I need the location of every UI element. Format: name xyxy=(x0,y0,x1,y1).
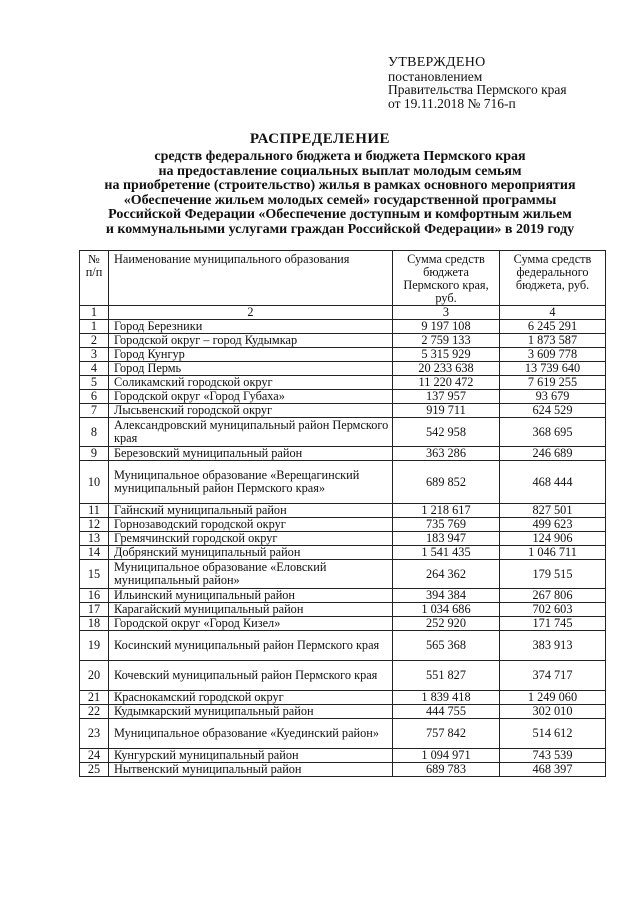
federal-budget-cell: 13 739 640 xyxy=(500,362,606,376)
table-row xyxy=(80,546,606,560)
column-header-municipality: Наименование муниципального образования xyxy=(109,251,393,306)
federal-budget-cell: 6 245 291 xyxy=(500,320,606,334)
federal-budget-cell: 499 623 xyxy=(500,518,606,532)
federal-budget-cell: 1 046 711 xyxy=(500,546,606,560)
table-row xyxy=(80,404,606,418)
federal-budget-cell: 179 515 xyxy=(500,560,606,589)
row-number-cell: 20 xyxy=(80,661,109,691)
municipality-name-cell: Городской округ – город Кудымкар xyxy=(109,334,393,348)
federal-budget-cell: 1 249 060 xyxy=(500,691,606,705)
federal-budget-cell: 374 717 xyxy=(500,661,606,691)
regional-budget-cell: 137 957 xyxy=(393,390,500,404)
row-number-cell: 5 xyxy=(80,376,109,390)
approval-heading: УТВЕРЖДЕНО xyxy=(388,55,486,70)
federal-budget-cell: 3 609 778 xyxy=(500,348,606,362)
subtitle-line: и коммунальными услугами граждан Российской Федерации» в 2019 году xyxy=(105,221,575,237)
municipality-name-cell: Муниципальное образование «Верещагинский муниципальный район Пермского края» xyxy=(109,461,393,504)
row-number-cell: 17 xyxy=(80,603,109,617)
column-header-federal-budget: Сумма средств федерального бюджета, руб. xyxy=(500,251,606,306)
regional-budget-cell: 735 769 xyxy=(393,518,500,532)
subtitle-line: средств федерального бюджета и бюджета Пермского края xyxy=(154,149,526,164)
row-number-cell: 8 xyxy=(80,418,109,447)
federal-budget-cell: 383 913 xyxy=(500,631,606,661)
municipality-name-cell: Гремячинский городской округ xyxy=(109,532,393,546)
municipality-name-cell: Соликамский городской округ xyxy=(109,376,393,390)
municipality-name-cell: Городской округ «Город Губаха» xyxy=(109,390,393,404)
column-number: 2 xyxy=(109,306,393,320)
federal-budget-cell: 468 444 xyxy=(500,461,606,504)
federal-budget-cell: 93 679 xyxy=(500,390,606,404)
municipality-name-cell: Александровский муниципальный район Пермского края xyxy=(109,418,393,447)
regional-budget-cell: 11 220 472 xyxy=(393,376,500,390)
row-number-cell: 4 xyxy=(80,362,109,376)
table-row xyxy=(80,763,606,777)
table-row xyxy=(80,631,606,661)
table-row xyxy=(80,589,606,603)
subtitle-line: «Обеспечение жильем молодых семей» государственной программы xyxy=(123,192,557,208)
row-number-cell: 3 xyxy=(80,348,109,362)
federal-budget-cell: 702 603 xyxy=(500,603,606,617)
regional-budget-cell: 252 920 xyxy=(393,617,500,631)
table-row xyxy=(80,418,606,447)
municipality-name-cell: Нытвенский муниципальный район xyxy=(109,763,393,777)
table-row xyxy=(80,376,606,390)
table-row xyxy=(80,749,606,763)
municipality-name-cell: Кудымкарский муниципальный район xyxy=(109,705,393,719)
federal-budget-cell: 514 612 xyxy=(500,719,606,749)
row-number-cell: 18 xyxy=(80,617,109,631)
federal-budget-cell: 743 539 xyxy=(500,749,606,763)
federal-budget-cell: 302 010 xyxy=(500,705,606,719)
federal-budget-cell: 124 906 xyxy=(500,532,606,546)
row-number-cell: 12 xyxy=(80,518,109,532)
regional-budget-cell: 565 368 xyxy=(393,631,500,661)
regional-budget-cell: 264 362 xyxy=(393,560,500,589)
municipality-name-cell: Муниципальное образование «Еловский муниципальный район» xyxy=(109,560,393,589)
row-number-cell: 2 xyxy=(80,334,109,348)
municipality-name-cell: Ильинский муниципальный район xyxy=(109,589,393,603)
row-number-cell: 10 xyxy=(80,461,109,504)
regional-budget-cell: 444 755 xyxy=(393,705,500,719)
municipality-name-cell: Лысьвенский городской округ xyxy=(109,404,393,418)
row-number-cell: 7 xyxy=(80,404,109,418)
row-number-cell: 19 xyxy=(80,631,109,661)
municipality-name-cell: Гайнский муниципальный район xyxy=(109,504,393,518)
regional-budget-cell: 757 842 xyxy=(393,719,500,749)
regional-budget-cell: 1 541 435 xyxy=(393,546,500,560)
municipality-name-cell: Кунгурский муниципальный район xyxy=(109,749,393,763)
row-number-cell: 24 xyxy=(80,749,109,763)
row-number-cell: 25 xyxy=(80,763,109,777)
table-row xyxy=(80,320,606,334)
federal-budget-cell: 827 501 xyxy=(500,504,606,518)
table-row xyxy=(80,705,606,719)
table-row xyxy=(80,447,606,461)
column-header-regional-budget: Сумма средств бюджета Пермского края, руб. xyxy=(393,251,500,306)
row-number-cell: 21 xyxy=(80,691,109,705)
federal-budget-cell: 624 529 xyxy=(500,404,606,418)
table-row xyxy=(80,691,606,705)
column-number: 3 xyxy=(393,306,500,320)
table-row xyxy=(80,390,606,404)
table-row xyxy=(80,334,606,348)
approval-line: Правительства Пермского края xyxy=(388,82,567,97)
municipality-name-cell: Добрянский муниципальный район xyxy=(109,546,393,560)
subtitle-line: Российской Федерации «Обеспечение доступным и комфортным жильем xyxy=(108,207,572,223)
row-number-cell: 13 xyxy=(80,532,109,546)
subtitle-line: на приобретение (строительство) жилья в рамках основного мероприятия xyxy=(104,178,576,194)
federal-budget-cell: 468 397 xyxy=(500,763,606,777)
municipality-name-cell: Березовский муниципальный район xyxy=(109,447,393,461)
regional-budget-cell: 689 852 xyxy=(393,461,500,504)
regional-budget-cell: 20 233 638 xyxy=(393,362,500,376)
table-row xyxy=(80,518,606,532)
table-header-row xyxy=(80,251,606,306)
regional-budget-cell: 1 218 617 xyxy=(393,504,500,518)
regional-budget-cell: 542 958 xyxy=(393,418,500,447)
column-header-number: № п/п xyxy=(80,251,109,306)
column-number: 1 xyxy=(80,306,109,320)
municipality-name-cell: Город Кунгур xyxy=(109,348,393,362)
regional-budget-cell: 919 711 xyxy=(393,404,500,418)
regional-budget-cell: 9 197 108 xyxy=(393,320,500,334)
regional-budget-cell: 689 783 xyxy=(393,763,500,777)
table-row xyxy=(80,603,606,617)
municipality-name-cell: Горнозаводский городской округ xyxy=(109,518,393,532)
table-row xyxy=(80,362,606,376)
regional-budget-cell: 1 094 971 xyxy=(393,749,500,763)
row-number-cell: 16 xyxy=(80,589,109,603)
municipality-name-cell: Косинский муниципальный район Пермского края xyxy=(109,631,393,661)
row-number-cell: 11 xyxy=(80,504,109,518)
regional-budget-cell: 394 384 xyxy=(393,589,500,603)
municipality-name-cell: Краснокамский городской округ xyxy=(109,691,393,705)
row-number-cell: 15 xyxy=(80,560,109,589)
distribution-table xyxy=(79,250,606,777)
municipality-name-cell: Город Березники xyxy=(109,320,393,334)
regional-budget-cell: 5 315 929 xyxy=(393,348,500,362)
federal-budget-cell: 1 873 587 xyxy=(500,334,606,348)
column-numbers-row xyxy=(80,306,606,320)
table-row xyxy=(80,560,606,589)
federal-budget-cell: 267 806 xyxy=(500,589,606,603)
row-number-cell: 23 xyxy=(80,719,109,749)
row-number-cell: 9 xyxy=(80,447,109,461)
regional-budget-cell: 1 839 418 xyxy=(393,691,500,705)
regional-budget-cell: 551 827 xyxy=(393,661,500,691)
row-number-cell: 1 xyxy=(80,320,109,334)
table-row xyxy=(80,719,606,749)
municipality-name-cell: Городской округ «Город Кизел» xyxy=(109,617,393,631)
regional-budget-cell: 2 759 133 xyxy=(393,334,500,348)
table-row xyxy=(80,532,606,546)
table-row xyxy=(80,661,606,691)
regional-budget-cell: 1 034 686 xyxy=(393,603,500,617)
municipality-name-cell: Карагайский муниципальный район xyxy=(109,603,393,617)
approval-line: постановлением xyxy=(388,68,483,84)
row-number-cell: 6 xyxy=(80,390,109,404)
table-row xyxy=(80,617,606,631)
municipality-name-cell: Город Пермь xyxy=(109,362,393,376)
table-row xyxy=(80,348,606,362)
row-number-cell: 14 xyxy=(80,546,109,560)
federal-budget-cell: 7 619 255 xyxy=(500,376,606,390)
municipality-name-cell: Кочевский муниципальный район Пермского края xyxy=(109,661,393,691)
subtitle-line: на предоставление социальных выплат молодым семьям xyxy=(158,163,522,179)
approval-block xyxy=(388,56,567,110)
column-number: 4 xyxy=(500,306,606,320)
federal-budget-cell: 368 695 xyxy=(500,418,606,447)
regional-budget-cell: 363 286 xyxy=(393,447,500,461)
regional-budget-cell: 183 947 xyxy=(393,532,500,546)
row-number-cell: 22 xyxy=(80,705,109,719)
federal-budget-cell: 171 745 xyxy=(500,617,606,631)
document-subtitle xyxy=(60,150,620,238)
table-row xyxy=(80,504,606,518)
document-title: РАСПРЕДЕЛЕНИЕ xyxy=(249,131,391,147)
approval-date-number: от 19.11.2018 № 716-п xyxy=(388,95,516,111)
federal-budget-cell: 246 689 xyxy=(500,447,606,461)
table-row xyxy=(80,461,606,504)
municipality-name-cell: Муниципальное образование «Куединский район» xyxy=(109,719,393,749)
